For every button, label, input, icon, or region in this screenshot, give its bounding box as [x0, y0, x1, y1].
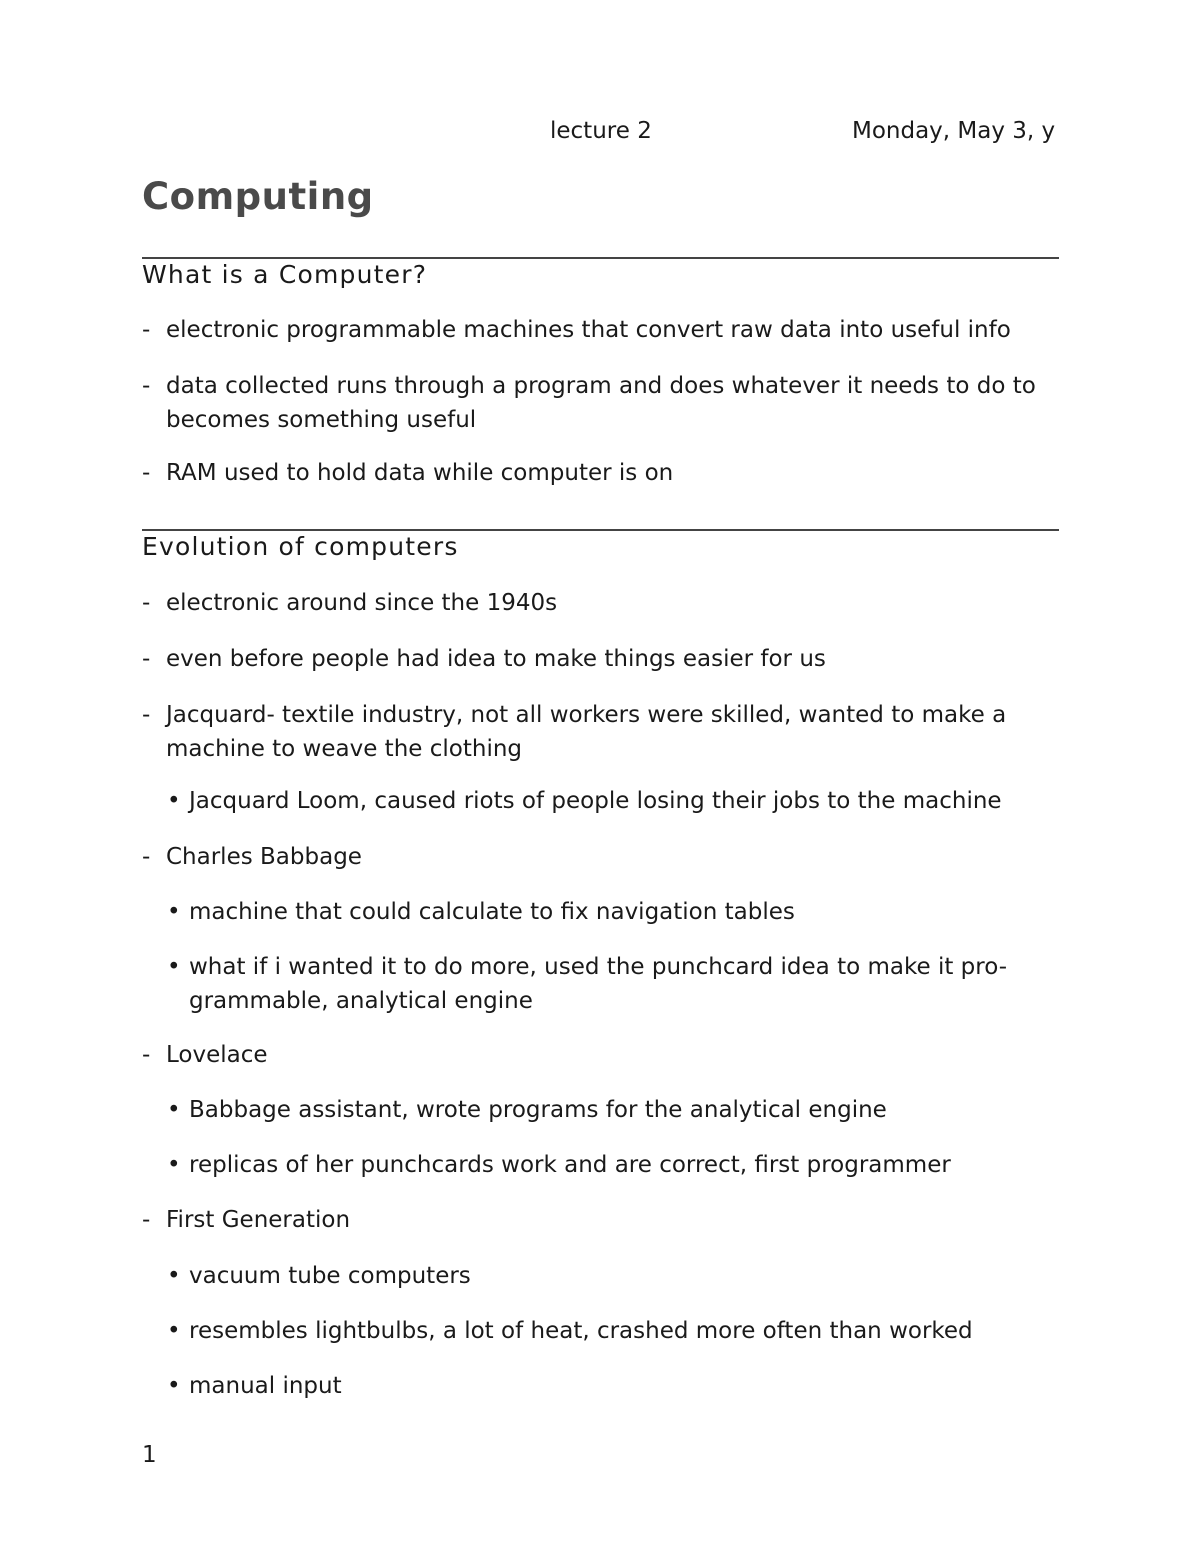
- list-item-text: resembles lightbulbs, a lot of heat, crashed more often than worked: [189, 1318, 973, 1344]
- list-item-text: even before people had idea to make things easier for us: [166, 646, 826, 672]
- list-item: [142, 840, 1059, 874]
- list-item: [167, 784, 1059, 818]
- list-item: [142, 642, 1059, 676]
- list-item: [142, 456, 1059, 490]
- dash-marker: -: [142, 844, 151, 870]
- header-lecture: lecture 2: [550, 118, 652, 144]
- list-item-text: what if i wanted it to do more, used the punchcard idea to make it pro-grammable, analytical engine: [189, 954, 1008, 1014]
- list-item-text: machine that could calculate to fix navigation tables: [189, 899, 795, 925]
- list-item-text: RAM used to hold data while computer is on: [166, 460, 674, 486]
- list-item: [167, 950, 1059, 1018]
- bullet-marker: •: [167, 1097, 181, 1123]
- list-item: [167, 1314, 1059, 1348]
- bullet-marker: •: [167, 1152, 181, 1178]
- header-date: Monday, May 3, y: [852, 118, 1056, 144]
- list-item: [167, 1259, 1059, 1293]
- page-title: Computing: [142, 175, 374, 218]
- list-item-text: Babbage assistant, wrote programs for the analytical engine: [189, 1097, 887, 1123]
- list-item-text: vacuum tube computers: [189, 1263, 471, 1289]
- list-item-text: electronic programmable machines that convert raw data into useful info: [166, 317, 1011, 343]
- dash-marker: -: [142, 1207, 151, 1233]
- list-item-text: Lovelace: [166, 1042, 268, 1068]
- bullet-marker: •: [167, 1318, 181, 1344]
- dash-marker: -: [142, 1042, 151, 1068]
- bullet-marker: •: [167, 1373, 181, 1399]
- dash-marker: -: [142, 702, 151, 728]
- dash-marker: -: [142, 460, 151, 486]
- list-item: [167, 895, 1059, 929]
- dash-marker: -: [142, 590, 151, 616]
- dash-marker: -: [142, 646, 151, 672]
- list-item: [142, 313, 1059, 347]
- list-item-text: electronic around since the 1940s: [166, 590, 558, 616]
- page-number: 1: [142, 1442, 157, 1468]
- list-item: [142, 586, 1059, 620]
- list-item: [142, 369, 1059, 437]
- list-item: [167, 1093, 1059, 1127]
- list-item-text: manual input: [189, 1373, 342, 1399]
- bullet-marker: •: [167, 1263, 181, 1289]
- list-item-text: data collected runs through a program and does whatever it needs to do to becomes something useful: [166, 373, 1036, 433]
- list-item: [142, 1203, 1059, 1237]
- list-item: [142, 1038, 1059, 1072]
- bullet-marker: •: [167, 788, 181, 814]
- bullet-marker: •: [167, 899, 181, 925]
- list-item: [142, 698, 1059, 766]
- list-item-text: First Generation: [166, 1207, 351, 1233]
- list-item: [167, 1369, 1059, 1403]
- section-heading: What is a Computer?: [142, 260, 428, 289]
- dash-marker: -: [142, 373, 151, 399]
- list-item-text: Charles Babbage: [166, 844, 362, 870]
- list-item: [167, 1148, 1059, 1182]
- section-heading: Evolution of computers: [142, 532, 459, 561]
- list-item-text: Jacquard Loom, caused riots of people losing their jobs to the machine: [189, 788, 1002, 814]
- list-item-text: replicas of her punchcards work and are correct, first programmer: [189, 1152, 951, 1178]
- list-item-text: Jacquard- textile industry, not all workers were skilled, wanted to make a machine to weave the clothing: [166, 702, 1007, 762]
- bullet-marker: •: [167, 954, 181, 980]
- dash-marker: -: [142, 317, 151, 343]
